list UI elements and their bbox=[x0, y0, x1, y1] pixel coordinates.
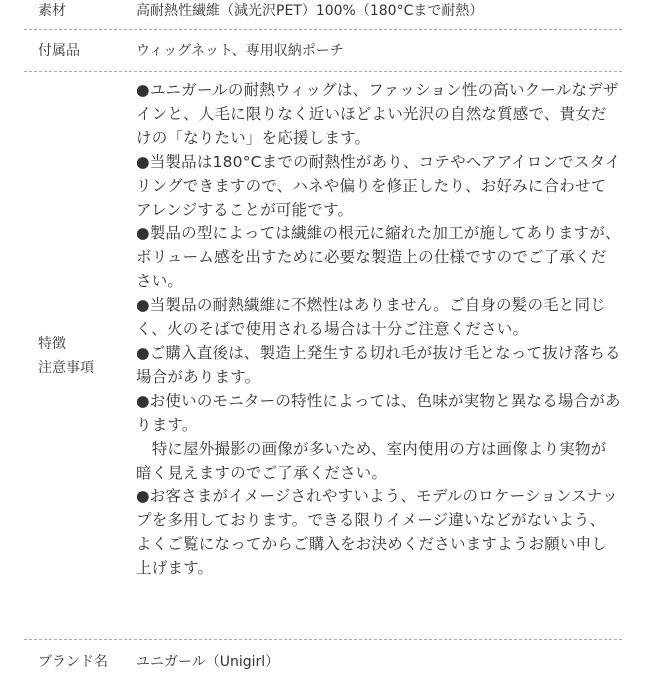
spec-value-accessories: ウィッグネット、専用収納ポーチ bbox=[136, 42, 344, 59]
spec-row-brand bbox=[24, 640, 622, 684]
spec-label-brand: ブランド名 bbox=[38, 654, 108, 670]
spec-row-material bbox=[24, 0, 622, 30]
spec-value-features bbox=[136, 72, 622, 639]
feature-paragraph: ●当製品は180°Cまでの耐熱性があり、コテやヘアアイロンでスタイリングできますので、ハネや偏りを修正したり、お好みに合わせてアレンジすることが可能です。 bbox=[136, 152, 621, 219]
product-spec-table bbox=[24, 0, 622, 684]
spec-label-accessories: 付属品 bbox=[38, 42, 80, 59]
spec-value-brand: ユニガール（Unigirl） bbox=[136, 654, 280, 670]
feature-paragraph: ●製品の型によっては繊維の根元に縮れた加工が施してありますが、ボリューム感を出すために必要な製造上の仕様ですのでご了承ください。 bbox=[136, 224, 621, 291]
spec-value-material: 高耐熱性繊維（減光沢PET）100%（180°Cまで耐熱） bbox=[136, 2, 484, 19]
spec-label-material: 素材 bbox=[38, 2, 66, 19]
feature-paragraph: ●ユニガールの耐熱ウィッグは、ファッション性の高いクールなデザインと、人毛に限りなく近いほどよい光沢の自然な質感で、貴女だけの「なりたい」を応援します。 bbox=[136, 81, 619, 147]
feature-paragraph: ●お使いのモニターの特性によっては、色味が実物と異なる場合があります。 特に屋外撮影の画像が多いため、室内使用の方は画像より実物が暗く見えますのでご了承ください。 bbox=[136, 391, 621, 482]
features-label-stack bbox=[38, 332, 94, 380]
feature-paragraph: ●お客さまがイメージされやすいよう、モデルのロケーションスナップを多用しております。できる限りイメージ違いなどがないよう、 よくご覧になってからご購入をお決めくださいますようお願い申し上げます。 bbox=[136, 487, 618, 578]
spec-row-features bbox=[24, 72, 622, 640]
feature-paragraph: ●当製品の耐熱繊維に不燃性はありません。ご自身の髪の毛と同じく、火のそばで使用される場合は十分ご注意ください。 bbox=[136, 296, 606, 339]
spec-label-features bbox=[24, 72, 136, 639]
spec-row-accessories bbox=[24, 30, 622, 72]
spec-label-features-line1: 特徴 bbox=[38, 335, 66, 352]
feature-paragraph: ●ご購入直後は、製造上発生する切れ毛が抜け毛となって抜け落ちる場合があります。 bbox=[136, 343, 621, 386]
spec-label-features-line2: 注意事項 bbox=[38, 359, 94, 376]
